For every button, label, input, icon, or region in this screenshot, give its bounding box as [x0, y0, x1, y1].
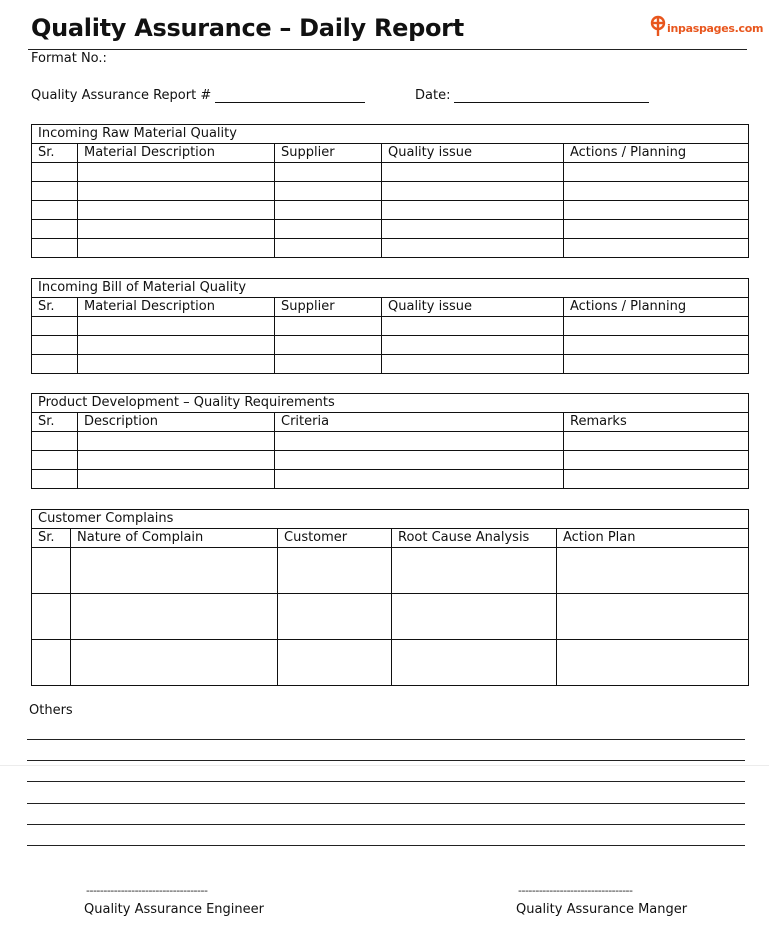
table-cell[interactable]: [32, 594, 71, 640]
table-cell[interactable]: [564, 182, 749, 201]
table-row: [32, 336, 749, 355]
table-cell[interactable]: [275, 451, 564, 470]
table-cell[interactable]: [382, 355, 564, 374]
table-cell[interactable]: [557, 548, 749, 594]
header-row: [32, 529, 749, 548]
others-line[interactable]: [27, 760, 745, 761]
table-cell[interactable]: [71, 548, 278, 594]
table-cell[interactable]: [32, 548, 71, 594]
table-row: [32, 594, 749, 640]
header-row: [32, 144, 749, 163]
table-cell[interactable]: [275, 239, 382, 258]
table-cell[interactable]: [564, 239, 749, 258]
table-row: [32, 220, 749, 239]
page-title: Quality Assurance – Daily Report: [31, 14, 464, 42]
date-field[interactable]: [415, 88, 649, 103]
header-row: [32, 413, 749, 432]
column-header: Remarks: [564, 413, 749, 432]
table-cell[interactable]: [32, 432, 78, 451]
table-cell[interactable]: [278, 640, 392, 686]
column-header: Action Plan: [557, 529, 749, 548]
table-cell[interactable]: [564, 355, 749, 374]
table-cell[interactable]: [557, 594, 749, 640]
table-cell[interactable]: [78, 317, 275, 336]
table-cell[interactable]: [564, 163, 749, 182]
table-cell[interactable]: [32, 182, 78, 201]
table-cell[interactable]: [278, 594, 392, 640]
table-cell[interactable]: [32, 220, 78, 239]
table-cell[interactable]: [78, 182, 275, 201]
table-cell[interactable]: [32, 640, 71, 686]
others-line[interactable]: [27, 845, 745, 846]
table-row: [32, 470, 749, 489]
column-header: Material Description: [78, 144, 275, 163]
others-line[interactable]: [27, 824, 745, 825]
table-cell[interactable]: [382, 201, 564, 220]
header-rule: [28, 49, 747, 50]
table-cell[interactable]: [71, 594, 278, 640]
table-cell[interactable]: [32, 163, 78, 182]
logo-text: inpaspages.com: [667, 21, 764, 35]
column-header: Supplier: [275, 298, 382, 317]
table-cell[interactable]: [382, 220, 564, 239]
table-row: [32, 163, 749, 182]
table-cell[interactable]: [32, 336, 78, 355]
column-header: Customer: [278, 529, 392, 548]
table-cell[interactable]: [275, 355, 382, 374]
column-header: Quality issue: [382, 298, 564, 317]
engineer-signature-label: Quality Assurance Engineer: [84, 902, 264, 917]
table-cell[interactable]: [564, 470, 749, 489]
table-cell[interactable]: [564, 336, 749, 355]
table-row: [32, 548, 749, 594]
table-cell[interactable]: [32, 317, 78, 336]
table-cell[interactable]: [78, 451, 275, 470]
column-header: Description: [78, 413, 275, 432]
table-cell[interactable]: [275, 336, 382, 355]
report-number-field[interactable]: [31, 88, 365, 103]
section-title: Incoming Bill of Material Quality: [32, 279, 749, 298]
table-cell[interactable]: [275, 432, 564, 451]
manager-signature-label: Quality Assurance Manger: [516, 902, 688, 917]
column-header: Actions / Planning: [564, 144, 749, 163]
column-header: Sr.: [32, 413, 78, 432]
table-cell[interactable]: [275, 470, 564, 489]
table-cell[interactable]: [78, 355, 275, 374]
table-cell[interactable]: [275, 317, 382, 336]
table-cell[interactable]: [564, 220, 749, 239]
table-cell[interactable]: [32, 239, 78, 258]
table-cell[interactable]: [557, 640, 749, 686]
table-row: [32, 451, 749, 470]
report-number-blank[interactable]: [215, 101, 365, 103]
column-header: Criteria: [275, 413, 564, 432]
others-line[interactable]: [27, 803, 745, 804]
column-header: Sr.: [32, 529, 71, 548]
date-label: Date:: [415, 88, 451, 103]
table-row: [32, 201, 749, 220]
column-header: Nature of Complain: [71, 529, 278, 548]
section-title: Product Development – Quality Requirements: [32, 394, 749, 413]
section-title: Incoming Raw Material Quality: [32, 125, 749, 144]
table-cell[interactable]: [78, 163, 275, 182]
table-cell[interactable]: [392, 594, 557, 640]
column-header: Sr.: [32, 298, 78, 317]
table-cell[interactable]: [278, 548, 392, 594]
column-header: Material Description: [78, 298, 275, 317]
header-row: [32, 298, 749, 317]
column-header: Quality issue: [382, 144, 564, 163]
table-cell[interactable]: [71, 640, 278, 686]
table-row: [32, 317, 749, 336]
format-number-label: Format No.:: [31, 51, 107, 66]
column-header: Actions / Planning: [564, 298, 749, 317]
table-cell[interactable]: [564, 432, 749, 451]
table-cell[interactable]: [382, 336, 564, 355]
customer-complaints-table: [31, 509, 749, 686]
table-cell[interactable]: [32, 201, 78, 220]
table-cell[interactable]: [78, 336, 275, 355]
table-cell[interactable]: [78, 470, 275, 489]
table-row: [32, 432, 749, 451]
table-cell[interactable]: [78, 239, 275, 258]
column-header: Sr.: [32, 144, 78, 163]
table-cell[interactable]: [564, 201, 749, 220]
section-title: Customer Complains: [32, 510, 749, 529]
table-cell[interactable]: [382, 317, 564, 336]
table-cell[interactable]: [78, 432, 275, 451]
table-cell[interactable]: [392, 640, 557, 686]
table-cell[interactable]: [564, 317, 749, 336]
table-cell[interactable]: [78, 220, 275, 239]
table-cell[interactable]: [275, 163, 382, 182]
others-label: Others: [29, 703, 73, 718]
logo-icon: [650, 15, 666, 37]
table-cell[interactable]: [382, 163, 564, 182]
table-cell[interactable]: [78, 201, 275, 220]
report-number-label: Quality Assurance Report #: [31, 88, 212, 103]
table-cell[interactable]: [32, 451, 78, 470]
table-cell[interactable]: [275, 220, 382, 239]
table-cell[interactable]: [275, 182, 382, 201]
logo: [650, 15, 763, 37]
raw-material-table: [31, 124, 749, 258]
table-row: [32, 182, 749, 201]
table-cell[interactable]: [382, 239, 564, 258]
table-cell[interactable]: [32, 355, 78, 374]
manager-signature-line[interactable]: ---------------------------------: [518, 884, 633, 897]
bill-material-table: [31, 278, 749, 374]
table-cell[interactable]: [382, 182, 564, 201]
table-cell[interactable]: [32, 470, 78, 489]
column-header: Root Cause Analysis: [392, 529, 557, 548]
product-development-table: [31, 393, 749, 489]
others-line[interactable]: [27, 781, 745, 782]
table-row: [32, 355, 749, 374]
others-line[interactable]: [27, 739, 745, 740]
engineer-signature-line[interactable]: -----------------------------------: [86, 884, 208, 897]
table-cell[interactable]: [392, 548, 557, 594]
page-fold-line: [0, 765, 769, 766]
table-cell[interactable]: [564, 451, 749, 470]
column-header: Supplier: [275, 144, 382, 163]
table-row: [32, 640, 749, 686]
date-blank[interactable]: [454, 101, 649, 103]
table-cell[interactable]: [275, 201, 382, 220]
table-row: [32, 239, 749, 258]
